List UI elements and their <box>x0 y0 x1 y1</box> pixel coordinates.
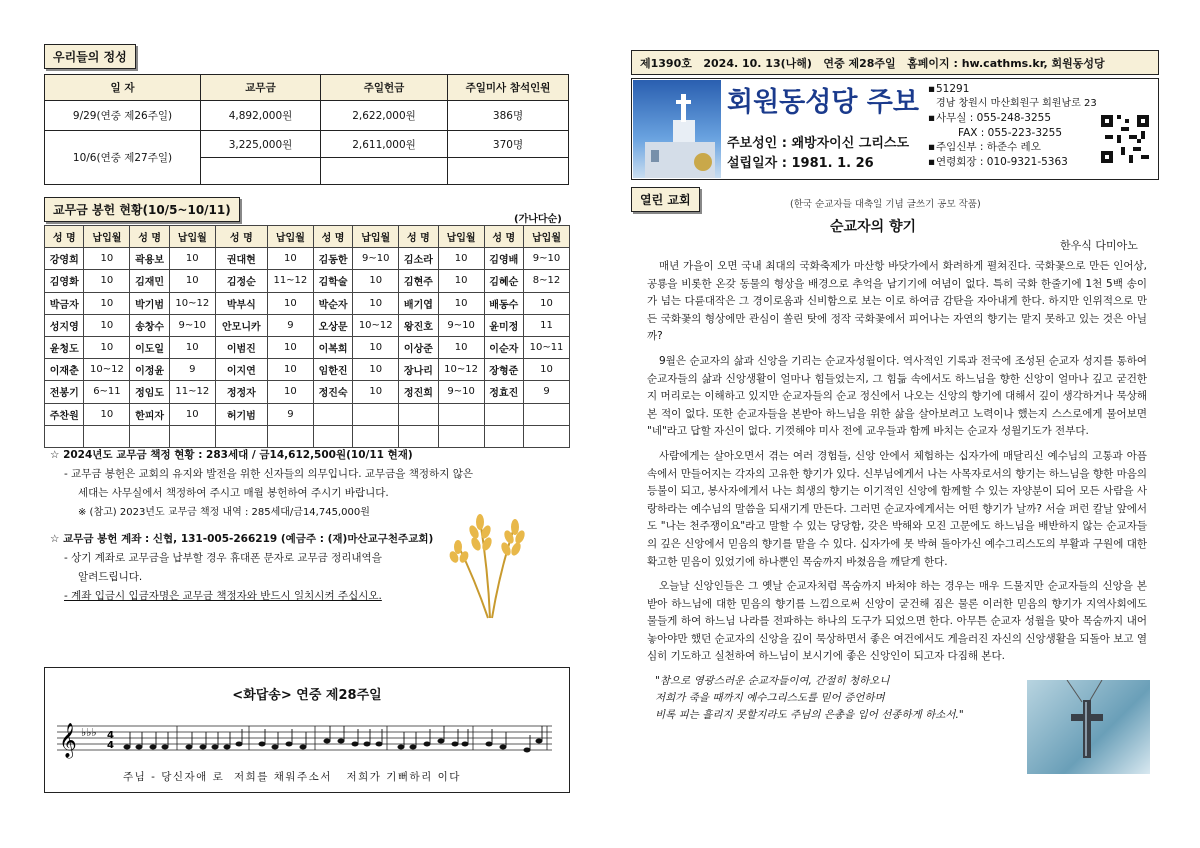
svg-text:♭♭♭: ♭♭♭ <box>81 726 97 739</box>
cross-icon <box>1027 680 1150 774</box>
paid-months: 10 <box>524 292 570 314</box>
member-name: 김혜순 <box>484 270 523 292</box>
member-name: 이정윤 <box>130 359 169 381</box>
paid-months: 9~10 <box>438 314 484 336</box>
paid-months: 10 <box>524 359 570 381</box>
member-name: 이범진 <box>215 336 267 358</box>
col-name: 성 명 <box>484 226 523 248</box>
essay-paragraph: 사람에게는 살아오면서 겪는 여러 경험들, 신앙 안에서 체험하는 십자가에 매달리신 예수님의 고통과 아픔 속에서 만들어지는 각자의 고유한 향기가 있다. 신부님에게서 나는 사목자로서의 향기는 하느님을 향한 마음의 등불이 되고, 봉사자에게서 나는 희생의 향기는 이기적인 신앙에 함께할 수 있는 자양분이 되어 모든 사람을 사랑하라는 예수님의 말씀을 되새기게 만든다. 그러면 순교자에게서는 어떤 향기가 날까? 서슬 퍼런 칼날 앞에서도 "나는 천주쟁이요"라고 말할 수 있는 당당함, 갖은 박해와 모진 고문에도 하느님을 배반하지 않는 순교자들의 깊은 신앙에서 믿음의 향기를 맡을 수 있다. 십자가에 못 박혀 돌아가신 예수그리스도의 부활과 구원에 대한 확고한 믿음이 있었기에 하나뿐인 목숨까지 바쳤음을 깨닫게 한다. <box>647 449 1147 568</box>
member-name: 배동수 <box>484 292 523 314</box>
paid-months: 9 <box>267 403 313 425</box>
member-name: 한피자 <box>130 403 169 425</box>
col-name: 성 명 <box>399 226 438 248</box>
cross-photo <box>1027 680 1150 774</box>
dues-section-label: 교무금 봉헌 현황(10/5~10/11) <box>53 203 231 217</box>
member-name: 장형준 <box>484 359 523 381</box>
paid-months: 10 <box>84 292 130 314</box>
paid-months: 9 <box>169 359 215 381</box>
essay-body <box>647 258 1147 724</box>
psalm-title: <화답송> 연중 제28주일 <box>232 688 382 703</box>
account-line: ☆ 교무금 봉헌 계좌 : 신협, 131-005-266219 (예금주 : (재)마산교구천주교회) <box>50 533 434 545</box>
notice-line: 알려드립니다. <box>78 571 143 583</box>
member-name: 장나리 <box>399 359 438 381</box>
member-name: 김현주 <box>399 270 438 292</box>
member-name <box>313 403 352 425</box>
notice-line: 세대는 사무실에서 책정하여 주시고 매월 봉헌하여 주시기 바랍니다. <box>78 487 389 499</box>
music-staff <box>57 720 557 760</box>
founded-date: 설립일자 : 1981. 1. 26 <box>727 156 874 171</box>
member-name: 곽용보 <box>130 248 169 270</box>
member-name: 강영희 <box>45 248 84 270</box>
dues-section-tag <box>44 197 240 222</box>
table-row <box>45 292 570 314</box>
member-name <box>484 403 523 425</box>
table-row <box>45 381 570 403</box>
paid-months: 10 <box>438 336 484 358</box>
closing-prayer-line: 저희가 죽을 때까지 예수그리스도를 믿어 증언하며 <box>655 692 885 705</box>
paid-months: 11~12 <box>169 381 215 403</box>
essay-paragraph: 오늘날 신앙인들은 그 옛날 순교자처럼 목숨까지 바쳐야 하는 경우는 매우 드물지만 순교자들의 신앙을 본받아 하느님에 대한 믿음의 향기를 느낌으로써 신앙이 굳건해 짐은 물론 이러한 믿음의 향기가 지역사회에도 물들게 하여 하느님 나라를 전파하는 하나의 도구가 되었으면 한다. 아무튼 순교자 성월을 맞아 목숨까지 내어놓아야만 했던 순교자의 신앙을 깊이 묵상하면서 좋은 여건에서도 게을러진 자신의 신앙생활을 되돌아 보고 열심히 기도하고 실천하여 하느님이 보시기에 좋은 신앙인이 되고자 다짐해 본다. <box>647 580 1147 663</box>
paid-months <box>353 403 399 425</box>
closing-prayer-line: 비록 피는 흘리지 못할지라도 주님의 은총을 입어 선종하게 하소서." <box>655 709 964 722</box>
member-name: 김소라 <box>399 248 438 270</box>
member-name: 정효진 <box>484 381 523 403</box>
member-name: 안모니카 <box>215 314 267 336</box>
member-name: 오상문 <box>313 314 352 336</box>
col-dues: 교무금 <box>201 75 321 101</box>
member-name: 박순자 <box>313 292 352 314</box>
bulletin-title: 회원동성당 주보 <box>727 87 919 118</box>
paid-months: 10 <box>353 381 399 403</box>
paid-months <box>438 403 484 425</box>
paid-months: 11 <box>524 314 570 336</box>
col-attendance: 주일미사 참석인원 <box>448 75 569 101</box>
member-name: 윤청도 <box>45 336 84 358</box>
col-month: 납입월 <box>169 226 215 248</box>
svg-text:4: 4 <box>107 730 114 741</box>
paid-months: 8~12 <box>524 270 570 292</box>
member-name: 권대현 <box>215 248 267 270</box>
notice-line: - 계좌 입금시 입금자명은 교무금 책정자와 반드시 일치시켜 주십시오. <box>64 590 382 602</box>
paid-months: 10 <box>84 248 130 270</box>
paid-months: 10 <box>169 336 215 358</box>
fax-number: FAX : 055-223-3255 <box>958 126 1063 139</box>
paid-months: 10 <box>267 359 313 381</box>
paid-months: 10 <box>353 336 399 358</box>
paid-months: 10 <box>438 248 484 270</box>
paid-months: 10~12 <box>84 359 130 381</box>
essay-paragraph: 9월은 순교자의 삶과 신앙을 기리는 순교자성월이다. 역사적인 기록과 전국에 조성된 순교자 성지를 통하여 순교자들의 삶과 신앙생활이 얼마나 힘들었는지, 그 힘듦 속에서도 하느님을 향한 신앙이 얼마나 깊고 굳건한지 머리로는 이해하고 있지만 순교자들의 순교 정신에서 나오는 신앙의 향기에 대해서 깊이 생각하거나 묵상해 본 적이 없다. 또한 순교자들을 본받아 하느님을 위한 삶을 살아보려고 노력이나 했는지 스스로에게 물어보면 "네"라고 답할 자신이 없다. 기껏해야 미사 전에 교우들과 함께 바치는 순교자 성월기도가 전부다. <box>647 354 1147 438</box>
member-name: 이순자 <box>484 336 523 358</box>
table-row: 10/6(연중 제27주일) 3,225,000원 2,611,000원 370명 <box>45 131 569 158</box>
paid-months: 10 <box>438 292 484 314</box>
notice-line: - 교무금 봉헌은 교회의 유지와 발전을 위한 신자들의 의무입니다. 교무금을 책정하지 않은 <box>64 468 473 480</box>
paid-months <box>524 403 570 425</box>
dues-status-line: ☆ 2024년도 교무금 책정 현황 : 283세대 / 금14,612,500원(10/11 현재) <box>50 449 413 461</box>
offering-table <box>44 74 569 185</box>
member-name: 정진숙 <box>313 381 352 403</box>
offering-section-label: 우리들의 정성 <box>53 50 127 64</box>
col-name: 성 명 <box>215 226 267 248</box>
member-name: 이복희 <box>313 336 352 358</box>
member-name: 전봉기 <box>45 381 84 403</box>
member-name: 김재민 <box>130 270 169 292</box>
table-row: 9/29(연중 제26주일) 4,892,000원 2,622,000원 386명 <box>45 101 569 131</box>
member-name: 박금자 <box>45 292 84 314</box>
office-phone: 사무실 : 055-248-3255 <box>936 112 1052 124</box>
col-name: 성 명 <box>130 226 169 248</box>
member-name: 정진희 <box>399 381 438 403</box>
notice-line: ※ (참고) 2023년도 교무금 책정 내역 : 285세대/금14,745,000원 <box>78 507 370 518</box>
member-name: 이지연 <box>215 359 267 381</box>
table-row <box>45 336 570 358</box>
paid-months: 10~11 <box>524 336 570 358</box>
col-month: 납입월 <box>267 226 313 248</box>
col-collection: 주일헌금 <box>321 75 448 101</box>
col-date: 일 자 <box>45 75 201 101</box>
member-name: 김학술 <box>313 270 352 292</box>
essay-paragraph: 매년 가을이 오면 국내 최대의 국화축제가 마산항 바닷가에서 화려하게 펼쳐진다. 국화꽃으로 만든 인어상, 공룡을 비롯한 온갖 동물의 형상을 배경으로 추억을 남기기에 여념이 없다. 특히 국화 한줄기에 1천 5백 송이가 넘는 다륜대작은 그 경이로움과 신비함으로 보는 이로 하여금 감탄을 자아내게 한다. 하지만 인위적으로 만든 국화꽃의 형상에만 관심이 쏠린 탓에 정작 국화꽃에서 피어나는 자연의 향기는 맡지 못하고 있는 것은 아닐까? <box>647 260 1147 343</box>
member-name: 이재춘 <box>45 359 84 381</box>
paid-months: 10 <box>438 270 484 292</box>
member-name: 김정순 <box>215 270 267 292</box>
open-church-label: 열린 교회 <box>640 193 691 207</box>
paid-months: 10 <box>169 270 215 292</box>
col-name: 성 명 <box>45 226 84 248</box>
paid-months: 9~10 <box>438 381 484 403</box>
order-note: (가나다순) <box>514 214 562 225</box>
paid-months: 10 <box>84 314 130 336</box>
issue-info-bar <box>631 50 1159 75</box>
svg-text:𝄞: 𝄞 <box>59 723 77 758</box>
paid-months: 10 <box>84 336 130 358</box>
paid-months: 10 <box>84 403 130 425</box>
closing-prayer-line: "참으로 영광스러운 순교자들이여, 간절히 청하오니 <box>655 675 890 688</box>
paid-months: 10~12 <box>438 359 484 381</box>
church-building-icon <box>633 80 721 178</box>
member-name: 김영화 <box>45 270 84 292</box>
paid-months: 10~12 <box>169 292 215 314</box>
member-name: 김동한 <box>313 248 352 270</box>
table-row <box>45 270 570 292</box>
paid-months: 10~12 <box>353 314 399 336</box>
essay-author: 한우식 다미아노 <box>1060 239 1138 252</box>
col-name: 성 명 <box>313 226 352 248</box>
member-name: 배기엽 <box>399 292 438 314</box>
paid-months: 10 <box>353 292 399 314</box>
member-name: 이상준 <box>399 336 438 358</box>
address: 경남 창원시 마산회원구 회원남로 23 <box>936 97 1097 109</box>
table-row <box>45 403 570 425</box>
paid-months: 6~11 <box>84 381 130 403</box>
paid-months: 9 <box>524 381 570 403</box>
essay-subtitle: (한국 순교자들 대축일 기념 글쓰기 공모 작품) <box>790 199 981 210</box>
member-name: 주찬원 <box>45 403 84 425</box>
funeral-council-phone: 연령회장 : 010-9321-5363 <box>936 155 1068 168</box>
paid-months: 10 <box>267 381 313 403</box>
member-name: 박부식 <box>215 292 267 314</box>
paid-months: 10 <box>169 403 215 425</box>
church-photo <box>633 80 721 178</box>
member-name: 임한진 <box>313 359 352 381</box>
member-name: 왕진호 <box>399 314 438 336</box>
issue-info: 제1390호 2024. 10. 13(나해) 연중 제28주일 홈페이지 : hw.cathms.kr, 회원동성당 <box>640 56 1105 70</box>
paid-months: 11~12 <box>267 270 313 292</box>
table-row <box>45 425 570 447</box>
contact-block: ▪51291 경남 창원시 마산회원구 회원남로 23 ▪사무실 : 055-248-3255 FAX : 055-223-3255 ▪주임신부 : 하준수 레오 ▪연령회장 : 010-9321-5363 <box>928 82 1099 169</box>
paid-months: 10 <box>267 336 313 358</box>
member-name: 정정자 <box>215 381 267 403</box>
qr-code-icon[interactable] <box>1101 115 1149 163</box>
member-name: 김영배 <box>484 248 523 270</box>
paid-months: 10 <box>169 248 215 270</box>
member-name: 허기범 <box>215 403 267 425</box>
wheat-icon <box>440 500 540 620</box>
member-name: 성지영 <box>45 314 84 336</box>
dues-table <box>44 225 570 448</box>
patron-saint: 주보성인 : 왜방자이신 그리스도 <box>727 136 910 151</box>
zip-code: 51291 <box>936 83 970 95</box>
member-name: 정임도 <box>130 381 169 403</box>
col-month: 납입월 <box>524 226 570 248</box>
paid-months: 10 <box>353 359 399 381</box>
member-name: 송창수 <box>130 314 169 336</box>
col-month: 납입월 <box>438 226 484 248</box>
paid-months: 9 <box>267 314 313 336</box>
psalm-box <box>44 667 570 793</box>
member-name: 윤미정 <box>484 314 523 336</box>
open-church-tag <box>631 187 700 212</box>
paid-months: 9~10 <box>353 248 399 270</box>
table-row <box>45 359 570 381</box>
paid-months: 10 <box>267 248 313 270</box>
table-row <box>45 314 570 336</box>
col-month: 납입월 <box>84 226 130 248</box>
paid-months: 10 <box>353 270 399 292</box>
paid-months: 10 <box>84 270 130 292</box>
table-row <box>45 248 570 270</box>
svg-text:4: 4 <box>107 740 114 751</box>
member-name: 박기범 <box>130 292 169 314</box>
pastor-name: 주임신부 : 하준수 레오 <box>936 141 1041 153</box>
paid-months: 9~10 <box>524 248 570 270</box>
notice-line: - 상기 계좌로 교무금을 납부할 경우 휴대폰 문자로 교무금 정리내역을 <box>64 552 382 564</box>
paid-months: 9~10 <box>169 314 215 336</box>
member-name <box>399 403 438 425</box>
col-month: 납입월 <box>353 226 399 248</box>
paid-months: 10 <box>267 292 313 314</box>
member-name: 이도일 <box>130 336 169 358</box>
essay-title: 순교자의 향기 <box>830 219 917 235</box>
psalm-lyrics: 주님 - 당신자애 로 저희를 채워주소서 저희가 기뻐하리 이다 <box>123 771 461 783</box>
offering-section-tag <box>44 44 136 69</box>
